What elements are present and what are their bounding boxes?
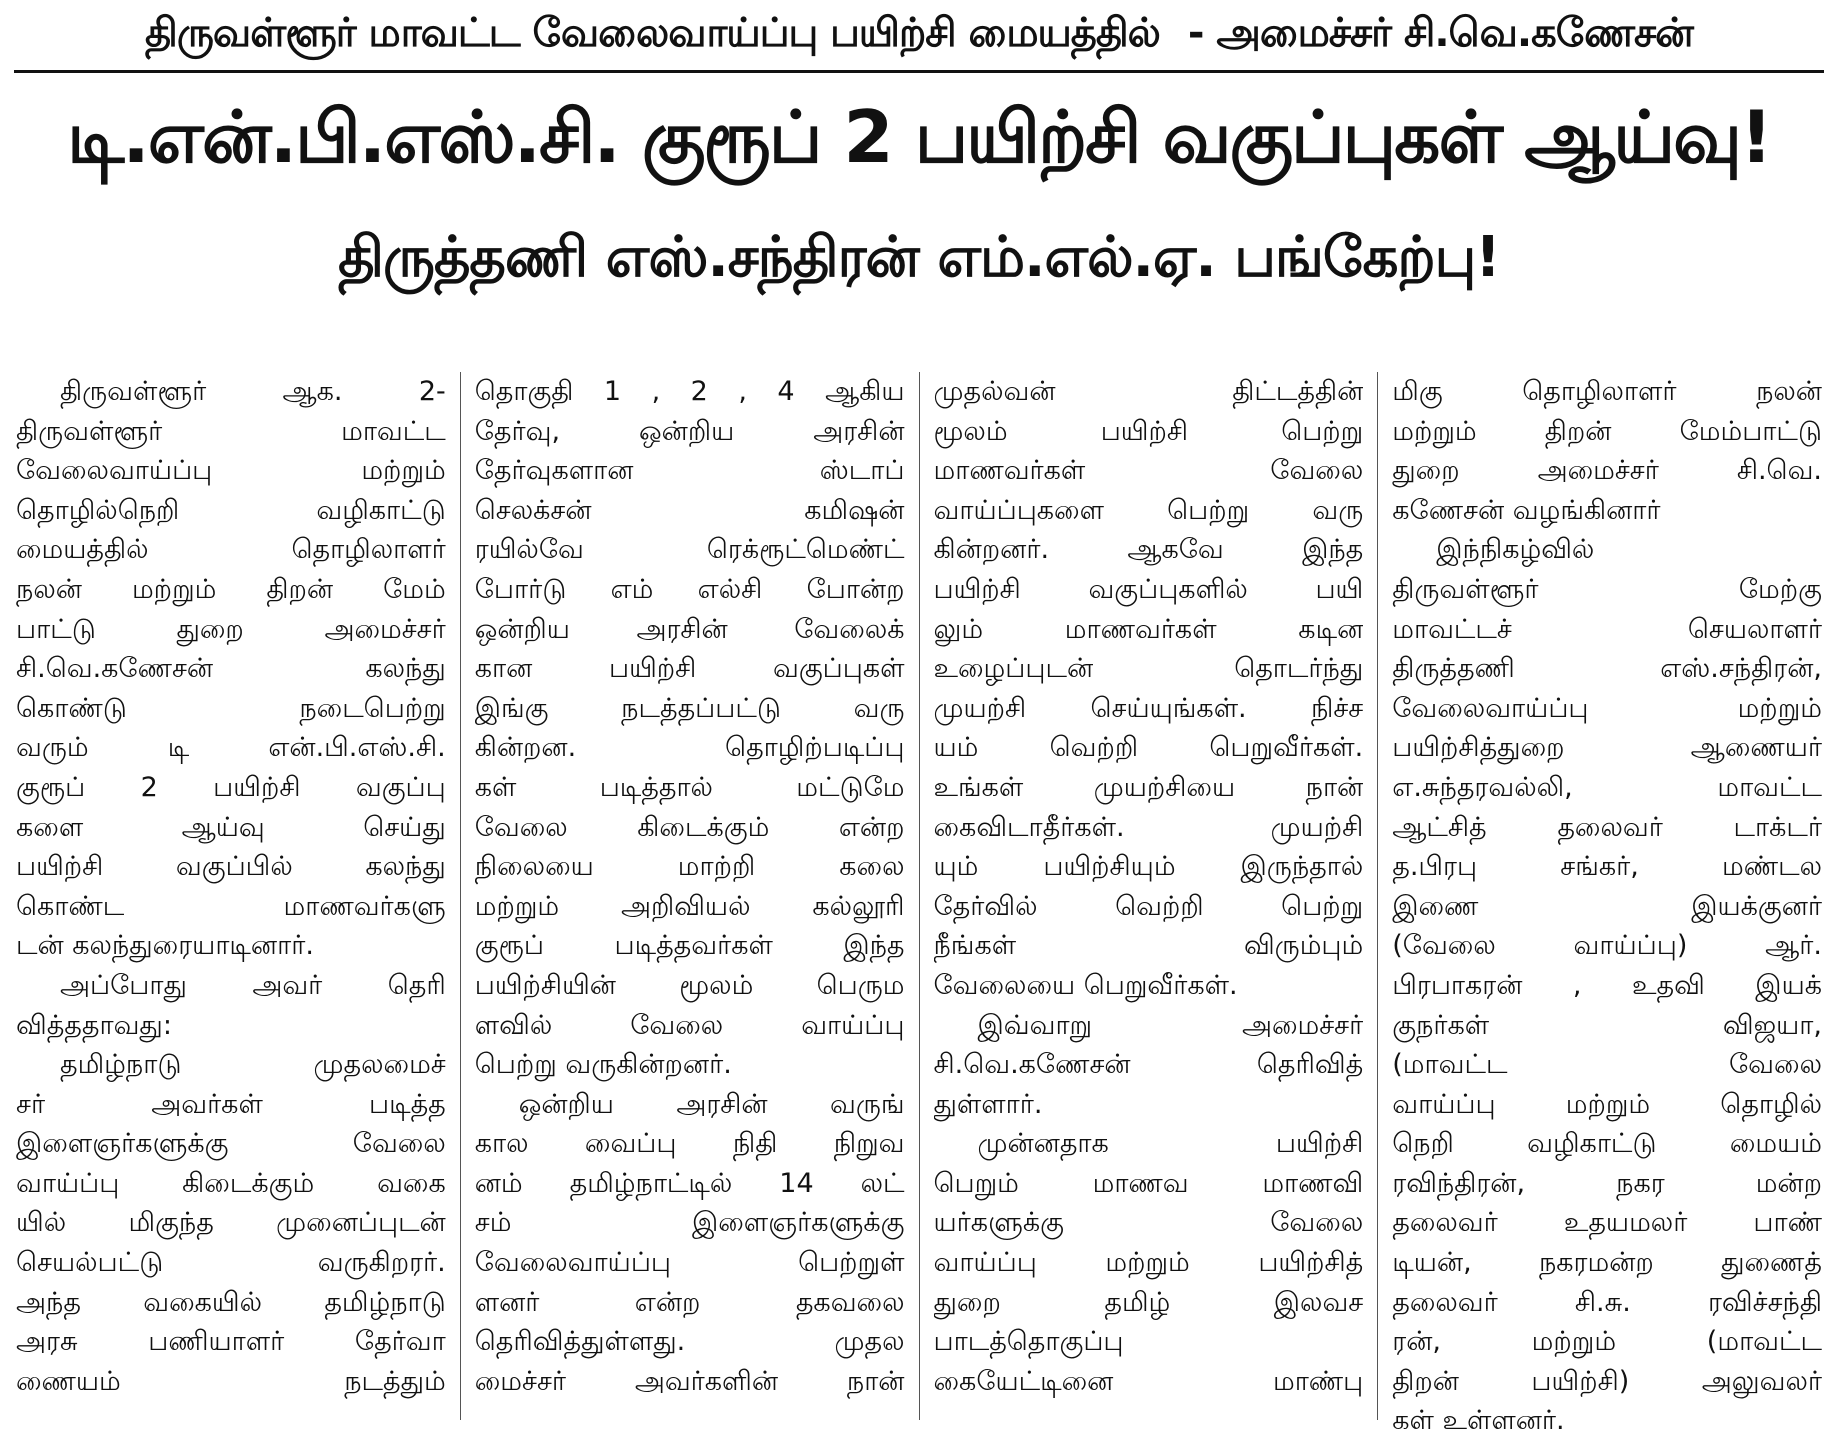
text-line: சி.வெ.கணேசன் கலந்து bbox=[16, 653, 446, 685]
text-line: கின்றனர். ஆகவே இந்த bbox=[933, 534, 1364, 566]
text-line: திறன் பயிற்சி) அலுவலர் bbox=[1392, 1365, 1822, 1397]
text-line: டியன், நகரமன்ற துணைத் bbox=[1392, 1247, 1822, 1279]
text-line: பாட்டு துறை அமைச்சர் bbox=[16, 613, 446, 645]
text-line: மிகு தொழிலாளர் நலன் bbox=[1392, 376, 1822, 407]
text-line: கையேட்டினை மாண்பு bbox=[933, 1365, 1364, 1397]
text-line: தொகுதி 1 , 2 , 4 ஆகிய bbox=[474, 376, 905, 407]
text-line: மூலம் பயிற்சி பெற்று bbox=[933, 415, 1364, 447]
text-line: பெற்று வருகின்றனர். bbox=[474, 1049, 732, 1081]
text-line: திருவள்ளூர் மாவட்ட bbox=[16, 415, 446, 447]
headline: டி.என்.பி.எஸ்.சி. குரூப் 2 பயிற்சி வகுப்புகள் ஆய்வு! bbox=[67, 95, 1771, 179]
text-line: குநர்கள் விஜயா, bbox=[1392, 1009, 1822, 1041]
text-line: பெறும் மாணவ மாணவி bbox=[933, 1167, 1364, 1199]
text-line: சி.வெ.கணேசன் தெரிவித் bbox=[933, 1049, 1364, 1081]
text-line: மாவட்டச் செயலாளர் bbox=[1392, 613, 1822, 645]
text-line: லும் மாணவர்கள் கடின bbox=[933, 613, 1364, 645]
text-line: தலைவர் உதயமலர் பாண் bbox=[1392, 1207, 1822, 1239]
text-line: மைச்சர் அவர்களின் நான் bbox=[474, 1365, 905, 1397]
text-line: முதல்வன் திட்டத்தின் bbox=[933, 376, 1364, 407]
text-line: திருத்தணி எஸ்.சந்திரன், bbox=[1392, 653, 1822, 685]
text-line: கணேசன் வழங்கினார் bbox=[1392, 494, 1661, 526]
text-line: இணை இயக்குனர் bbox=[1392, 890, 1822, 922]
text-line: பயிற்சி வகுப்பில் கலந்து bbox=[16, 851, 446, 883]
text-line: மாணவர்கள் வேலை bbox=[933, 455, 1364, 487]
text-line: இந்நிகழ்வில் bbox=[1436, 534, 1595, 566]
text-line: கொண்ட மாணவர்களு bbox=[16, 890, 446, 922]
text-line: ரயில்வே ரெக்ரூட்மெண்ட் bbox=[474, 534, 905, 566]
article-column-3 bbox=[919, 372, 1378, 1420]
text-line: குரூப் 2 பயிற்சி வகுப்பு bbox=[16, 771, 446, 803]
text-line: இவ்வாறு அமைச்சர் bbox=[977, 1009, 1364, 1041]
text-line: ஒன்றிய அரசின் வேலைக் bbox=[474, 613, 905, 645]
text-line: நிலையை மாற்றி கலை bbox=[474, 851, 905, 883]
subheadline: திருத்தணி எஸ்.சந்திரன் எம்.எல்.ஏ. பங்கேற்பு! bbox=[338, 225, 1500, 290]
text-line: வேலை கிடைக்கும் என்ற bbox=[474, 811, 905, 843]
text-line: உழைப்புடன் தொடர்ந்து bbox=[933, 653, 1364, 685]
text-line: வேலைவாய்ப்பு மற்றும் bbox=[16, 455, 446, 487]
text-line: வரும் டி என்.பி.எஸ்.சி. bbox=[16, 732, 446, 764]
text-line: னம் தமிழ்நாட்டில் 14 லட் bbox=[474, 1167, 905, 1199]
text-line: சம் இளைஞர்களுக்கு bbox=[474, 1207, 905, 1239]
text-line: கான பயிற்சி வகுப்புகள் bbox=[474, 653, 905, 685]
text-line: தலைவர் சி.சு. ரவிச்சந்தி bbox=[1392, 1286, 1822, 1318]
text-line: ஒன்றிய அரசின் வருங் bbox=[518, 1088, 905, 1120]
article-column-2 bbox=[460, 372, 919, 1420]
text-line: பயிற்சி வகுப்புகளில் பயி bbox=[933, 573, 1364, 605]
text-line: எ.சுந்தரவல்லி, மாவட்ட bbox=[1392, 771, 1822, 803]
text-line: பாடத்தொகுப்பு bbox=[933, 1326, 1124, 1358]
text-line: சர் அவர்கள் படித்த bbox=[16, 1088, 446, 1120]
text-line: அப்போது அவர் தெரி bbox=[60, 969, 446, 1001]
text-line: தேர்வுகளான ஸ்டாப் bbox=[474, 455, 905, 487]
text-line: ரன், மற்றும் (மாவட்ட bbox=[1392, 1326, 1822, 1358]
text-line: நலன் மற்றும் திறன் மேம் bbox=[16, 573, 446, 605]
text-line: பயிற்சியின் மூலம் பெரும bbox=[474, 969, 905, 1001]
article-body bbox=[14, 372, 1824, 1437]
text-line: ளவில் வேலை வாய்ப்பு bbox=[474, 1009, 905, 1041]
text-line: மற்றும் திறன் மேம்பாட்டு bbox=[1392, 415, 1822, 447]
text-line: களை ஆய்வு செய்து bbox=[16, 811, 446, 843]
text-line: அந்த வகையில் தமிழ்நாடு bbox=[16, 1286, 446, 1318]
article-column-1 bbox=[14, 372, 460, 1420]
text-line: வாய்ப்பு மற்றும் பயிற்சித் bbox=[933, 1247, 1364, 1279]
kicker-left: திருவள்ளூர் மாவட்ட வேலைவாய்ப்பு பயிற்சி மையத்தில் bbox=[145, 9, 1160, 56]
article-column-4 bbox=[1377, 372, 1824, 1437]
text-line: த.பிரபு சங்கர், மண்டல bbox=[1392, 851, 1822, 883]
text-line: உங்கள் முயற்சியை நான் bbox=[933, 771, 1364, 803]
text-line: நீங்கள் விரும்பும் bbox=[933, 930, 1364, 962]
text-line: திருவள்ளூர் மேற்கு bbox=[1392, 573, 1822, 605]
kicker-line bbox=[14, 0, 1824, 73]
text-line: இங்கு நடத்தப்பட்டு வரு bbox=[474, 692, 905, 724]
text-line: ணையம் நடத்தும் bbox=[16, 1365, 446, 1397]
text-line: மற்றும் அறிவியல் கல்லூரி bbox=[474, 890, 905, 922]
text-line: இளைஞர்களுக்கு வேலை bbox=[16, 1128, 446, 1160]
text-line: கள் உள்ளனர். bbox=[1392, 1405, 1565, 1437]
text-line: வாய்ப்புகளை பெற்று வரு bbox=[933, 494, 1364, 526]
text-line: ரவிந்திரன், நகர மன்ற bbox=[1392, 1167, 1822, 1199]
text-line: செலக்சன் கமிஷன் bbox=[474, 494, 905, 526]
kicker-right: - அமைச்சர் சி.வெ.கணேசன் bbox=[1187, 9, 1693, 56]
text-line: வாய்ப்பு கிடைக்கும் வகை bbox=[16, 1167, 446, 1199]
text-line: போர்டு எம் எல்சி போன்ற bbox=[474, 573, 905, 605]
text-line: துறை தமிழ் இலவச bbox=[933, 1286, 1364, 1318]
text-line: கால வைப்பு நிதி நிறுவ bbox=[474, 1128, 905, 1160]
text-line: தெரிவித்துள்ளது. முதல bbox=[474, 1326, 905, 1358]
text-line: வேலைவாய்ப்பு மற்றும் bbox=[1392, 692, 1822, 724]
text-line: கின்றன. தொழிற்படிப்பு bbox=[474, 732, 905, 764]
text-line: மையத்தில் தொழிலாளர் bbox=[16, 534, 446, 566]
text-line: தேர்வில் வெற்றி பெற்று bbox=[933, 890, 1364, 922]
text-line: துறை அமைச்சர் சி.வெ. bbox=[1392, 455, 1822, 487]
text-line: யம் வெற்றி பெறுவீர்கள். bbox=[933, 732, 1364, 764]
text-line: திருவள்ளூர் ஆக. 2- bbox=[60, 376, 446, 407]
text-line: யில் மிகுந்த முனைப்புடன் bbox=[16, 1207, 446, 1239]
text-line: கொண்டு நடைபெற்று bbox=[16, 692, 446, 724]
text-line: முன்னதாக பயிற்சி bbox=[977, 1128, 1364, 1160]
text-line: (மாவட்ட வேலை bbox=[1392, 1049, 1822, 1081]
text-line: ஆட்சித் தலைவர் டாக்டர் bbox=[1392, 811, 1822, 843]
text-line: யர்களுக்கு வேலை bbox=[933, 1207, 1364, 1239]
text-line: துள்ளார். bbox=[933, 1088, 1043, 1120]
text-line: வித்ததாவது: bbox=[16, 1009, 172, 1041]
text-line: வேலைவாய்ப்பு பெற்றுள் bbox=[474, 1247, 905, 1279]
text-line: டன் கலந்துரையாடினார். bbox=[16, 930, 314, 962]
text-line: வாய்ப்பு மற்றும் தொழில் bbox=[1392, 1088, 1822, 1120]
text-line: நெறி வழிகாட்டு மையம் bbox=[1392, 1128, 1822, 1160]
text-line: அரசு பணியாளர் தேர்வா bbox=[16, 1326, 446, 1358]
text-line: கள் படித்தால் மட்டுமே bbox=[474, 771, 905, 803]
text-line: பயிற்சித்துறை ஆணையர் bbox=[1392, 732, 1822, 764]
text-line: தமிழ்நாடு முதலமைச் bbox=[60, 1049, 446, 1081]
text-line: குரூப் படித்தவர்கள் இந்த bbox=[474, 930, 905, 962]
text-line: வேலையை பெறுவீர்கள். bbox=[933, 969, 1238, 1001]
text-line: யும் பயிற்சியும் இருந்தால் bbox=[933, 851, 1364, 883]
text-line: கைவிடாதீர்கள். முயற்சி bbox=[933, 811, 1364, 843]
text-line: (வேலை வாய்ப்பு) ஆர். bbox=[1392, 930, 1822, 962]
text-line: தேர்வு, ஒன்றிய அரசின் bbox=[474, 415, 905, 447]
text-line: ளனர் என்ற தகவலை bbox=[474, 1286, 905, 1318]
text-line: முயற்சி செய்யுங்கள். நிச்ச bbox=[933, 692, 1364, 724]
text-line: பிரபாகரன் , உதவி இயக் bbox=[1392, 969, 1822, 1001]
text-line: செயல்பட்டு வருகிறரர். bbox=[16, 1247, 446, 1279]
text-line: தொழில்நெறி வழிகாட்டு bbox=[16, 494, 446, 526]
